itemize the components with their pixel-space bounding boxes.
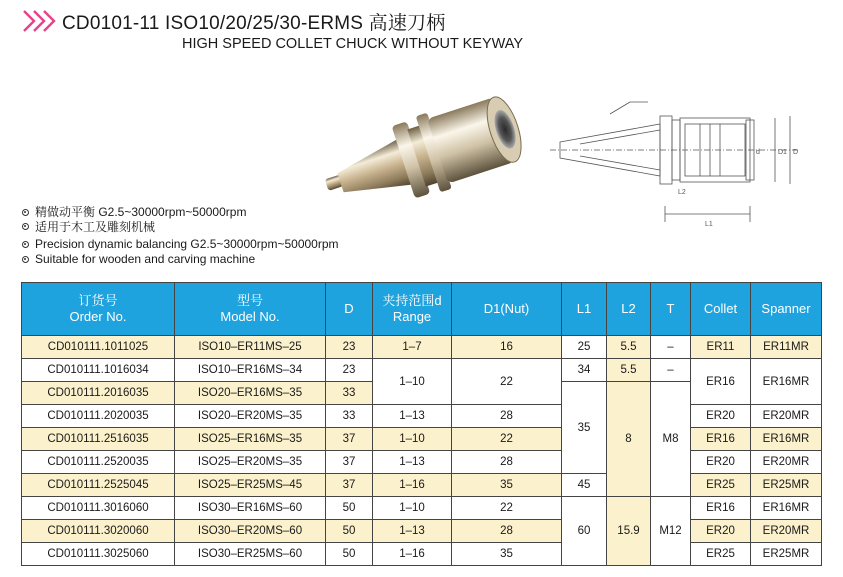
cell-l2: 5.5 <box>607 359 651 382</box>
cell-range: 1–7 <box>373 336 452 359</box>
drawing-label-d1: D1 <box>778 149 787 156</box>
cell-d1: 28 <box>452 451 562 474</box>
cell-t: M8 <box>651 382 691 497</box>
cell-l1: 60 <box>562 497 607 566</box>
cell-t: – <box>651 336 691 359</box>
cell-d: 37 <box>326 428 373 451</box>
col-header-l1: L1 <box>562 283 607 336</box>
cell-model: ISO25–ER16MS–35 <box>175 428 326 451</box>
drawing-label-d-outer: D <box>793 149 799 156</box>
bullet-icon <box>22 209 29 216</box>
cell-range: 1–16 <box>373 543 452 566</box>
cell-spanner: ER20MR <box>751 405 822 428</box>
cell-d1: 22 <box>452 359 562 405</box>
feature-text: 适用于木工及雕刻机械 <box>35 219 156 234</box>
technical-drawing <box>550 94 800 244</box>
col-header-l2: L2 <box>607 283 651 336</box>
cell-range: 1–10 <box>373 428 452 451</box>
cell-d: 23 <box>326 336 373 359</box>
cell-l2: 5.5 <box>607 336 651 359</box>
cell-model: ISO30–ER16MS–60 <box>175 497 326 520</box>
cell-d: 50 <box>326 520 373 543</box>
cell-collet: ER16 <box>691 359 751 405</box>
table-row <box>22 520 822 543</box>
cell-range: 1–13 <box>373 405 452 428</box>
cell-order: CD010111.1016034 <box>22 359 175 382</box>
collet-chuck-photo <box>316 84 542 224</box>
cell-order: CD010111.1011025 <box>22 336 175 359</box>
cell-range: 1–10 <box>373 497 452 520</box>
col-header-spanner: Spanner <box>751 283 822 336</box>
col-header-t: T <box>651 283 691 336</box>
page-subtitle: HIGH SPEED COLLET CHUCK WITHOUT KEYWAY <box>182 36 524 52</box>
cell-range: 1–10 <box>373 359 452 405</box>
feature-list <box>22 205 339 266</box>
cell-spanner: ER25MR <box>751 543 822 566</box>
col-header-range: 夹持范围d Range <box>373 283 452 336</box>
feature-item <box>22 237 339 252</box>
cell-l1: 35 <box>562 382 607 474</box>
feature-text: 精做动平衡 G2.5~30000rpm~50000rpm <box>35 205 247 219</box>
table-row <box>22 359 822 382</box>
cell-order: CD010111.3025060 <box>22 543 175 566</box>
cell-range: 1–13 <box>373 520 452 543</box>
cell-spanner: ER11MR <box>751 336 822 359</box>
page-title: CD0101-11 ISO10/20/25/30-ERMS 高速刀柄 <box>62 13 446 34</box>
cell-range: 1–13 <box>373 451 452 474</box>
drawing-label-l1: L1 <box>705 221 713 228</box>
cell-l2: 15.9 <box>607 497 651 566</box>
cell-collet: ER16 <box>691 428 751 451</box>
table-row <box>22 497 822 520</box>
cell-d1: 28 <box>452 405 562 428</box>
table-row <box>22 336 822 359</box>
cell-d1: 35 <box>452 474 562 497</box>
cell-t: M12 <box>651 497 691 566</box>
cell-spanner: ER25MR <box>751 474 822 497</box>
bullet-icon <box>22 241 29 248</box>
feature-text: Suitable for wooden and carving machine <box>35 251 256 266</box>
cell-order: CD010111.2520035 <box>22 451 175 474</box>
chevron-logo-icon <box>22 9 58 33</box>
cell-order: CD010111.3016060 <box>22 497 175 520</box>
cell-collet: ER16 <box>691 497 751 520</box>
cell-model: ISO30–ER20MS–60 <box>175 520 326 543</box>
table-row <box>22 451 822 474</box>
cell-d1: 22 <box>452 497 562 520</box>
cell-spanner: ER20MR <box>751 520 822 543</box>
spec-table <box>21 282 822 566</box>
col-header-collet: Collet <box>691 283 751 336</box>
cell-d: 50 <box>326 497 373 520</box>
cell-model: ISO25–ER25MS–45 <box>175 474 326 497</box>
feature-text: Precision dynamic balancing G2.5~30000rpm~50000rpm <box>35 237 339 252</box>
cell-l1: 25 <box>562 336 607 359</box>
cell-t: – <box>651 359 691 382</box>
cell-order: CD010111.2525045 <box>22 474 175 497</box>
cell-order: CD010111.3020060 <box>22 520 175 543</box>
cell-d1: 16 <box>452 336 562 359</box>
col-header-order: 订货号 Order No. <box>22 283 175 336</box>
cell-d: 37 <box>326 474 373 497</box>
cell-model: ISO10–ER11MS–25 <box>175 336 326 359</box>
cell-model: ISO20–ER20MS–35 <box>175 405 326 428</box>
cell-model: ISO30–ER25MS–60 <box>175 543 326 566</box>
bullet-icon <box>22 256 29 263</box>
cell-model: ISO20–ER16MS–35 <box>175 382 326 405</box>
cell-d: 37 <box>326 451 373 474</box>
cell-d: 33 <box>326 382 373 405</box>
cell-d1: 22 <box>452 428 562 451</box>
col-header-d: D <box>326 283 373 336</box>
drawing-label-d: d <box>756 149 760 156</box>
drawing-label-l2: L2 <box>678 189 686 196</box>
cell-d1: 35 <box>452 543 562 566</box>
cell-spanner: ER20MR <box>751 451 822 474</box>
cell-collet: ER20 <box>691 405 751 428</box>
col-header-model: 型号 Model No. <box>175 283 326 336</box>
cell-order: CD010111.2020035 <box>22 405 175 428</box>
cell-d: 23 <box>326 359 373 382</box>
cell-l1: 34 <box>562 359 607 382</box>
cell-order: CD010111.2016035 <box>22 382 175 405</box>
cell-model: ISO25–ER20MS–35 <box>175 451 326 474</box>
cell-d: 33 <box>326 405 373 428</box>
cell-spanner: ER16MR <box>751 497 822 520</box>
cell-d: 50 <box>326 543 373 566</box>
cell-order: CD010111.2516035 <box>22 428 175 451</box>
cell-range: 1–16 <box>373 474 452 497</box>
table-row <box>22 474 822 497</box>
feature-item <box>22 252 339 267</box>
cell-collet: ER25 <box>691 474 751 497</box>
feature-item <box>22 205 339 220</box>
table-header-row <box>22 283 822 336</box>
cell-collet: ER25 <box>691 543 751 566</box>
cell-spanner: ER16MR <box>751 428 822 451</box>
cell-l1: 45 <box>562 474 607 497</box>
cell-collet: ER20 <box>691 451 751 474</box>
col-header-d1: D1(Nut) <box>452 283 562 336</box>
cell-spanner: ER16MR <box>751 359 822 405</box>
cell-d1: 28 <box>452 520 562 543</box>
cell-l2: 8 <box>607 382 651 497</box>
cell-collet: ER20 <box>691 520 751 543</box>
feature-item <box>22 220 339 235</box>
cell-model: ISO10–ER16MS–34 <box>175 359 326 382</box>
table-row <box>22 405 822 428</box>
table-row <box>22 543 822 566</box>
cell-collet: ER11 <box>691 336 751 359</box>
bullet-icon <box>22 223 29 230</box>
table-row <box>22 428 822 451</box>
